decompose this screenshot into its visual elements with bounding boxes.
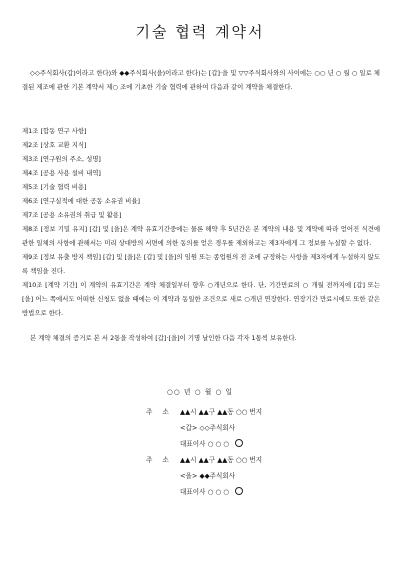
article-9: 제9조 [정보 유출 방지 책임] [갑] 및 [을]은 [갑] 및 [을]의 임원 또는 종업원의 전 조에 규정하는 사항을 제3자에게 누설하지 않도록 책임을 진다. [22,253,380,275]
articles-list [22,124,380,320]
article-1: 제1조 [합동 연구 사항] [22,127,87,135]
party-b-address: ▲▲시 ▲▲구 ▲▲동 ○○ 번지 [180,456,263,464]
party-a-representative: 대표이사 ○ ○ ○ [180,440,230,448]
party-a-address: ▲▲시 ▲▲구 ▲▲동 ○○ 번지 [180,408,263,416]
intro-paragraph: ◇◇주식회사(갑)이라고 한다)와 ◆◆주식회사(을)이라고 한다)는 [갑]·을 및 ▽▽주식회사와의 사이에는 ○○ 년 ○ 월 ○ 일로 체결된 제조에 관한 기본 계약서 제○ 조에 기초한 기술 협력에 관하여 다음과 같이 계약을 체결한다. [22,69,380,91]
article-6: 제6조 [연구실적에 대한 공동 소유권 비율] [22,197,140,205]
address-label: 주 소 [146,456,173,464]
seal-icon [235,487,243,495]
article-2: 제2조 [상호 교환 지식] [22,141,87,149]
article-4: 제4조 [공용 사용 설비 내역] [22,169,101,177]
party-a-role: <갑> [180,424,198,432]
address-label: 주 소 [146,408,173,416]
party-b-company: ◆◆주식회사 [199,472,236,480]
article-8: 제8조 [정보 기밀 유지] [갑] 및 [을]은 계약 유효기간중에는 물론 해약 후 5년간은 본 계약의 내용 및 계약에 따라 얻어진 식견에 관한 일체의 사항에 관해서는 미리 상대방의 서면에 의한 동의를 얻은 경우를 제외하고는 제3자에게 그 정보를 누설할 수 없다. [22,225,380,247]
closing-paragraph: 본 계약 체결의 증거로 본 서 2통을 작성하여 [갑]·[을]이 기명 날인한 다음 각자 1통씩 보유한다. [30,334,297,342]
article-5: 제5조 [기술 협력 비용] [22,183,87,191]
contract-date: ○○ 년 ○ 월 ○ 일 [166,388,234,396]
party-b-representative: 대표이사 ○ ○ ○ [180,488,230,496]
party-a-company: ◇◇주식회사 [199,424,236,432]
article-7: 제7조 [공용 소유권의 취급 및 활용] [22,211,122,219]
article-10: 제10조 [계약 기간] 이 계약의 유효기간은 계약 체결일부터 향후 ○개년으로 한다. 단, 기간만료의 ○ 개월 전까지에 [갑] 또는 [을] 어느 쪽에서도 어떠한 신청도 없을 때에는 이 계약과 동일한 조건으로 새로 ○개년 연장한다. 연장기간 만료시에도 또한 같은 방법으로 한다. [22,281,380,317]
party-b-role: <을> [180,472,198,480]
article-3: 제3조 [연구원의 주소, 성명] [22,155,101,163]
party-a-signature-block [146,404,262,452]
document-title: 기술 협력 계약서 [135,23,265,41]
party-b-signature-block [146,452,262,500]
seal-icon [235,439,243,447]
